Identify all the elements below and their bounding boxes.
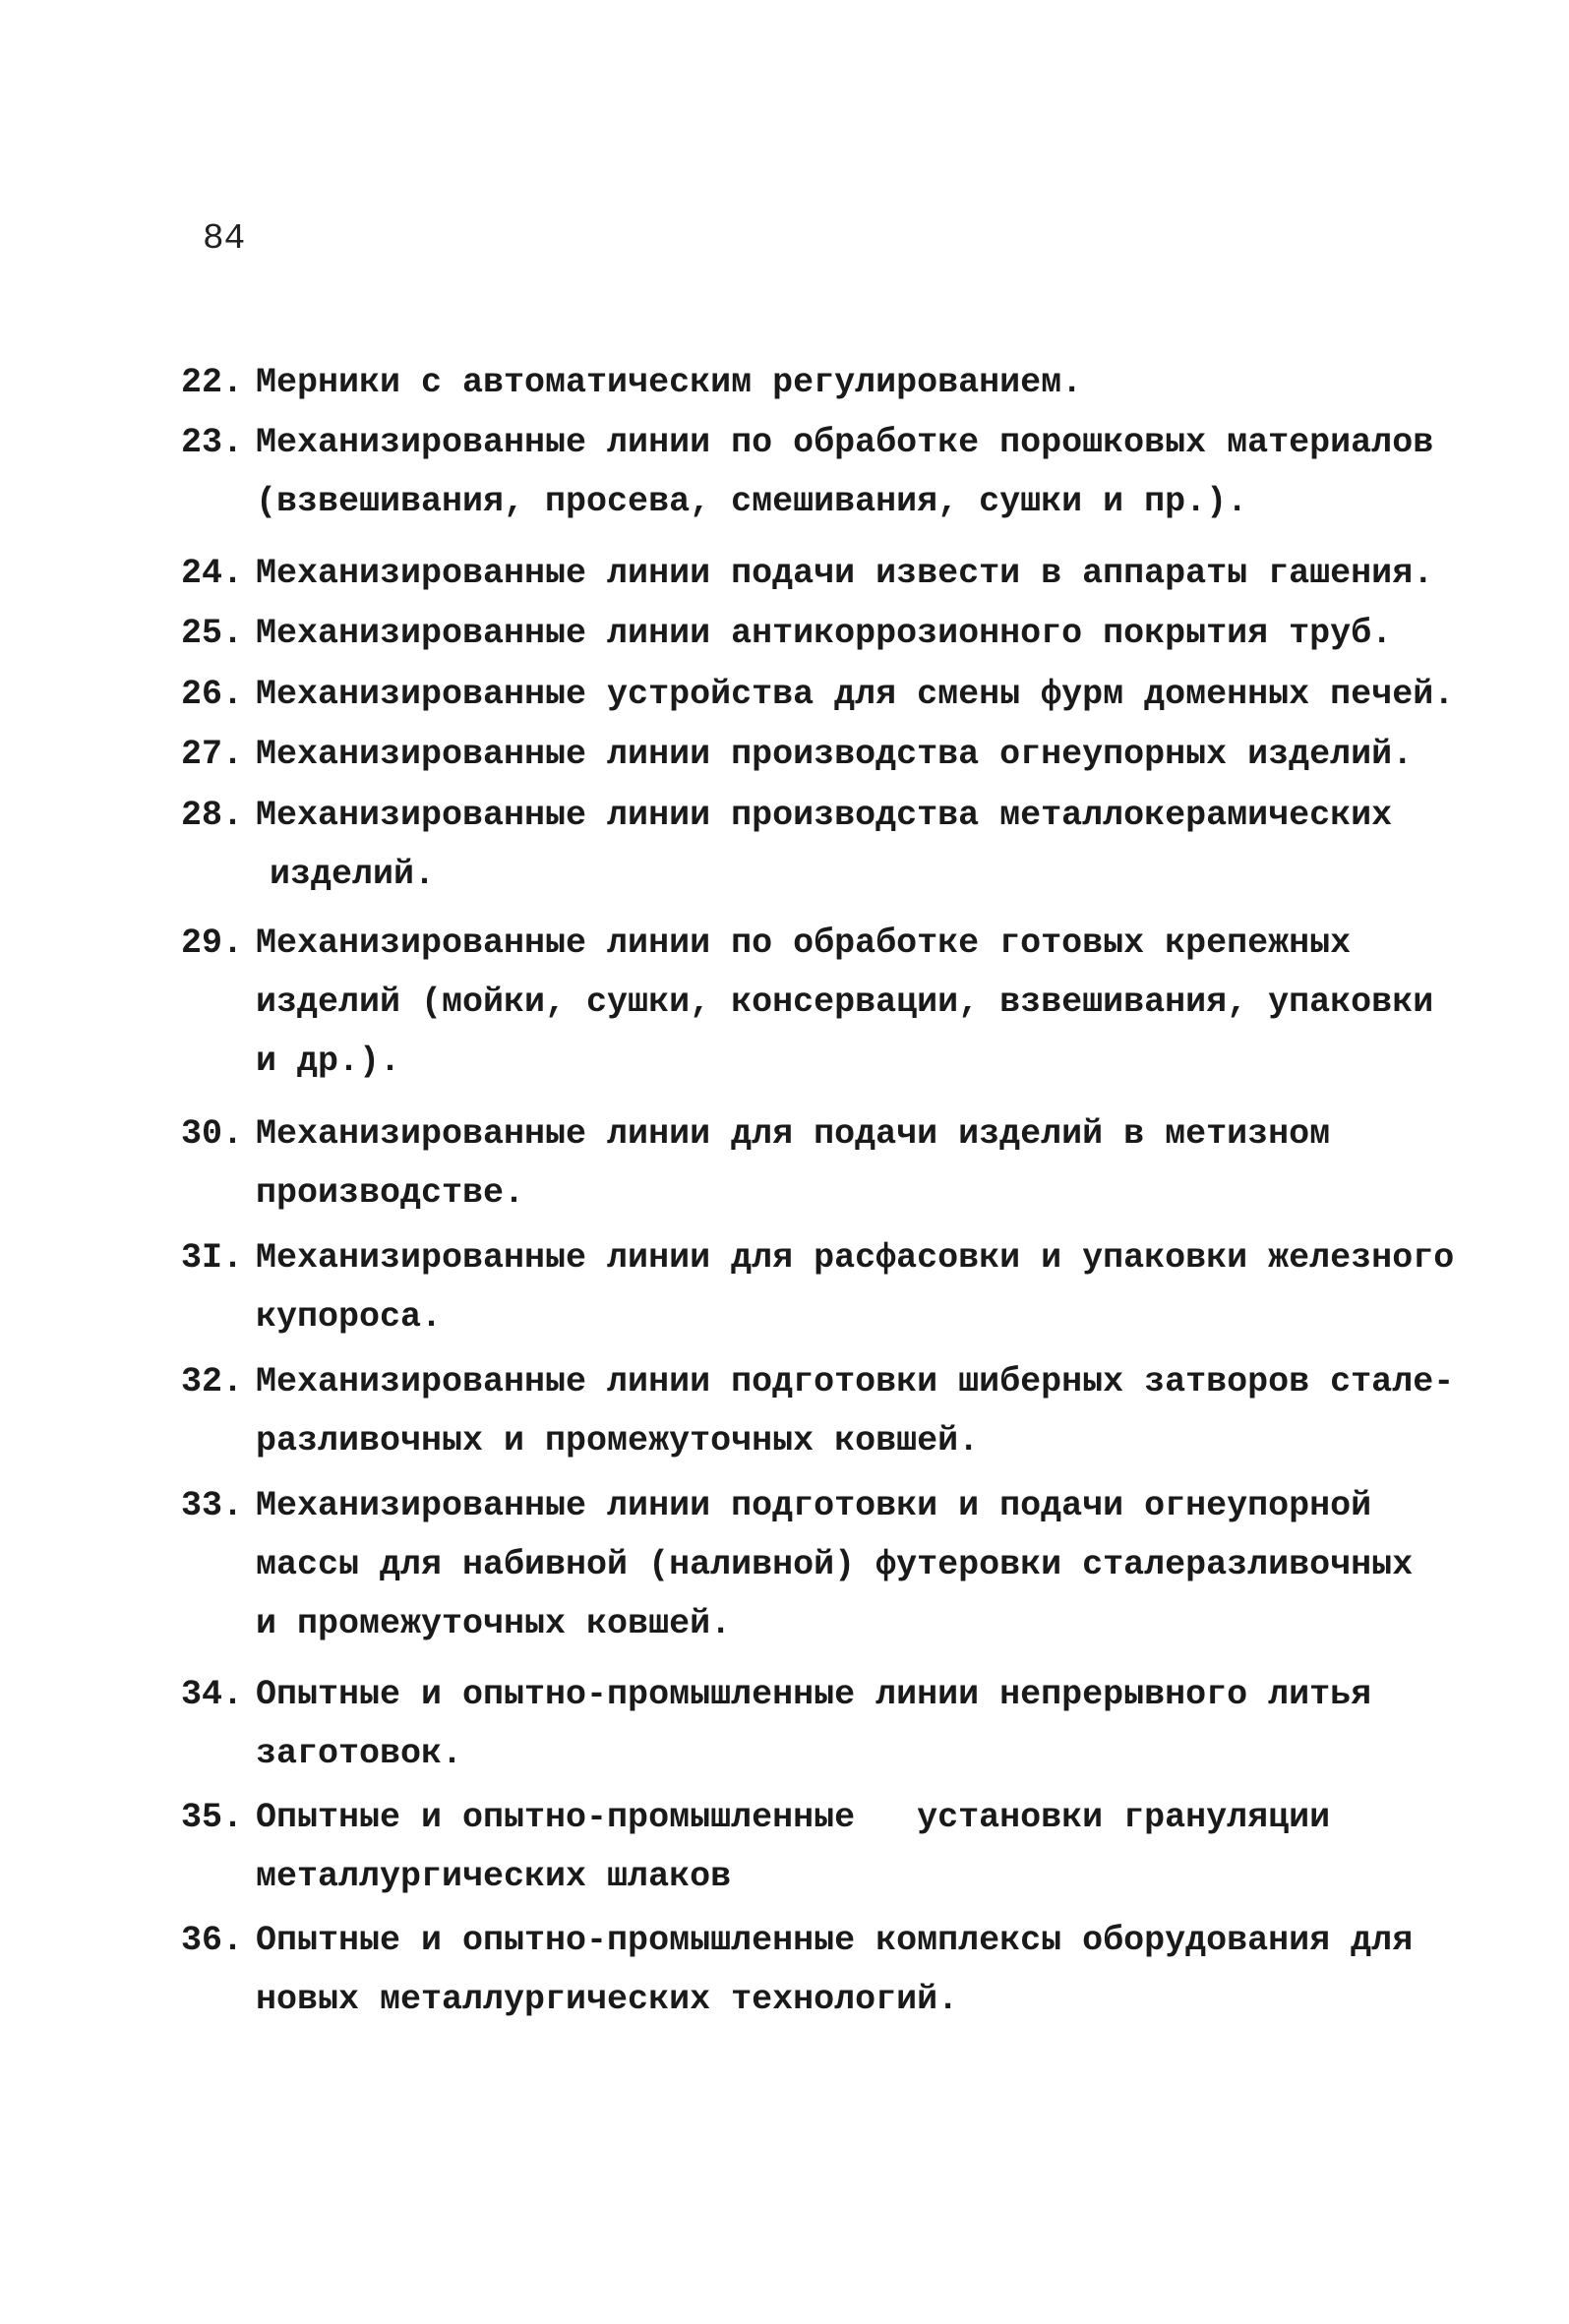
list-item [181, 725, 1420, 784]
item-text-continuation: (взвешивания, просева, смешивания, сушки и пр.). [256, 482, 1248, 521]
list-item [181, 914, 1434, 1091]
item-text: Механизированные линии подготовки и подачи огнеупорной [256, 1486, 1372, 1525]
item-number: 35. [181, 1798, 244, 1837]
item-number: 22. [181, 363, 244, 402]
item-number: 30. [181, 1114, 244, 1154]
list-item [181, 1788, 1420, 1906]
list-item [181, 786, 1420, 904]
item-text-continuation: разливочных и промежуточных ковшей. [256, 1421, 980, 1460]
item-text-continuation: новых металлургических технологий. [256, 1980, 959, 2019]
list-item [181, 604, 1420, 663]
item-text: Механизированные линии производства огнеупорных изделий. [256, 735, 1414, 774]
item-text: Мерники с автоматическим регулированием. [256, 363, 1083, 402]
item-number: 32. [181, 1362, 244, 1401]
item-text-continuation: металлургических шлаков [256, 1857, 732, 1896]
item-text: Механизированные устройства для смены фурм доменных печей. [256, 675, 1455, 714]
item-number: 23. [181, 423, 244, 462]
item-text-continuation: и др.). [256, 1042, 401, 1081]
item-text: Механизированные линии производства металлокерамических [256, 796, 1393, 835]
list-item [181, 544, 1434, 603]
item-text: Опытные и опытно-промышленные линии непрерывного литья [256, 1675, 1372, 1714]
item-text: Опытные и опытно-промышленные установки грануляции [256, 1798, 1331, 1837]
item-text: Механизированные линии для подачи изделий в метизном [256, 1114, 1331, 1154]
item-text-continuation: изделий. [270, 855, 436, 894]
item-number: 3I. [181, 1238, 244, 1278]
item-text: Механизированные линии по обработке готовых крепежных [256, 924, 1352, 963]
item-text-continuation: изделий (мойки, сушки, консервации, взвешивания, упаковки [256, 983, 1434, 1022]
item-text: Механизированные линии по обработке порошковых материалов [256, 423, 1434, 462]
list-item [181, 413, 1434, 531]
item-text-continuation: купороса. [256, 1297, 443, 1337]
item-number: 29. [181, 924, 244, 963]
item-text-continuation: массы для набивной (наливной) футеровки сталеразливочных [256, 1545, 1414, 1584]
list-item [181, 665, 1455, 724]
item-text: Механизированные линии подготовки шиберных затворов стале- [256, 1362, 1455, 1401]
page-number: 84 [203, 218, 246, 259]
item-number: 28. [181, 796, 244, 835]
item-number: 26. [181, 675, 244, 714]
item-text-continuation: производстве. [256, 1173, 525, 1213]
list-item [181, 1476, 1420, 1653]
item-text: Механизированные линии для расфасовки и упаковки железного [256, 1238, 1455, 1278]
item-text: Механизированные линии подачи извести в аппараты гашения. [256, 554, 1434, 593]
list-item [181, 1352, 1455, 1470]
item-number: 24. [181, 554, 244, 593]
list-item [181, 1228, 1455, 1346]
list-item [181, 1665, 1420, 1783]
item-number: 33. [181, 1486, 244, 1525]
item-number: 34. [181, 1675, 244, 1714]
item-number: 27. [181, 735, 244, 774]
list-item [181, 1911, 1420, 2029]
item-text: Опытные и опытно-промышленные комплексы оборудования для [256, 1921, 1414, 1960]
item-text-continuation: и промежуточных ковшей. [256, 1604, 732, 1643]
item-text: Механизированные линии антикоррозионного покрытия труб. [256, 614, 1393, 653]
list-item [181, 1104, 1420, 1222]
item-number: 25. [181, 614, 244, 653]
list-item [181, 353, 1420, 412]
item-text-continuation: заготовок. [256, 1734, 463, 1773]
item-number: 36. [181, 1921, 244, 1960]
